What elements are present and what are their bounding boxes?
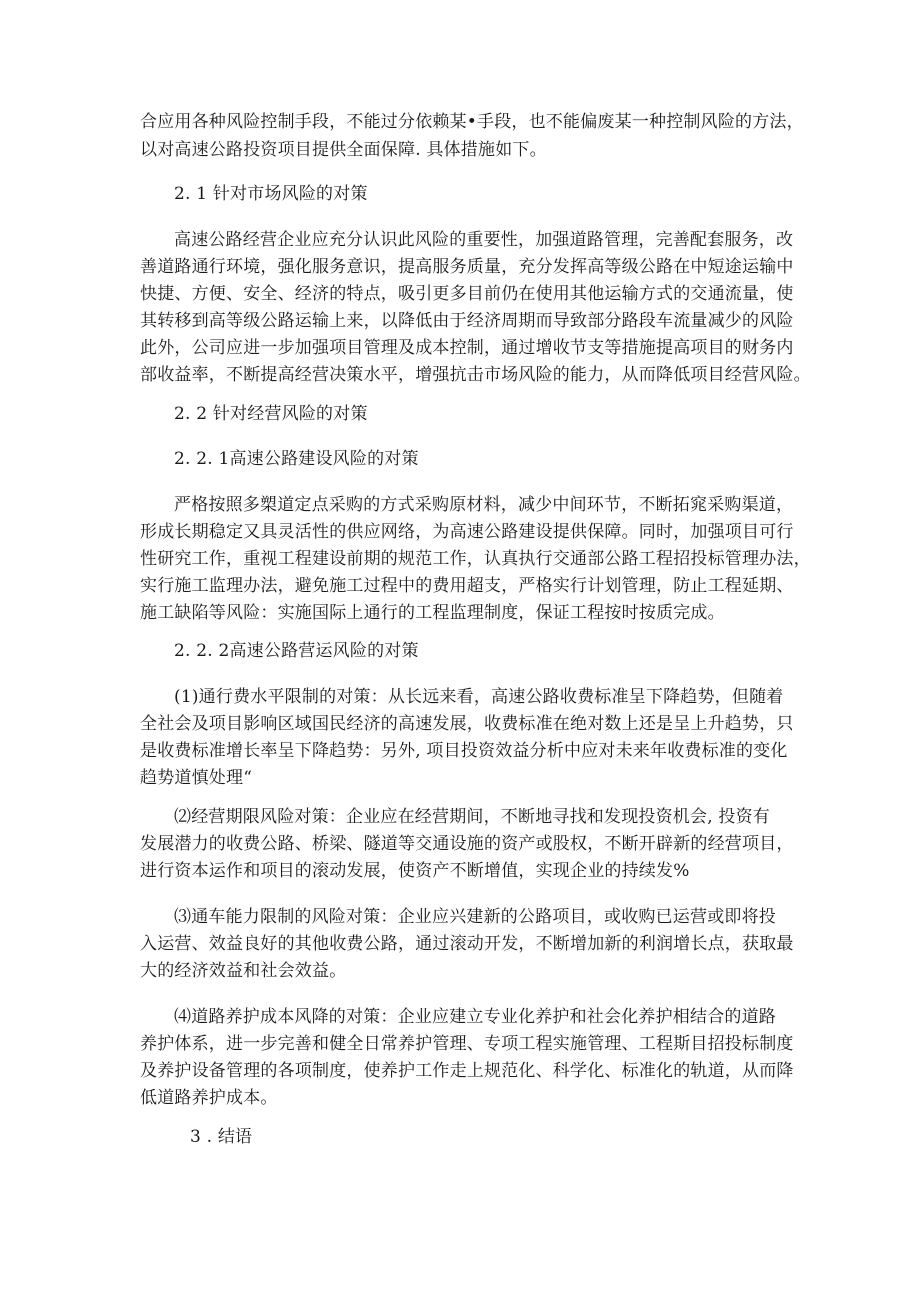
paragraph-line: 其转移到高等级公路运输上来，以降低由于经济周期而导致部分路段车流量减少的风险	[140, 311, 794, 331]
list-item-line: 大的经济效益和社会效益。	[140, 961, 347, 981]
section-heading-2-2: 2. 2 针对经营风险的对策	[174, 404, 368, 424]
list-item-line: 趋势道慎处理“	[140, 768, 253, 788]
list-item-line: 进行资本运作和项目的滚动发展，使资产不断增值，实现企业的持续发%	[140, 861, 690, 881]
list-item-line: ⑷道路养护成本风降的对策：企业应建立专业化养护和社会化养护相结合的道路	[174, 1007, 776, 1027]
list-item-line: 入运营、效益良好的其他收费公路，通过滚动开发，不断增加新的利润增长点，获取最	[140, 934, 794, 954]
paragraph-line: 形成长期稳定又具灵活性的供应网络，为高速公路建设提供保障。同时，加强项目可行	[140, 522, 794, 542]
list-item-line: 及养护设备管理的各项制度，使养护工作走上规范化、科学化、标准化的轨道，从而降	[140, 1061, 794, 1081]
paragraph-line: 善道路通行环境，强化服务意识，提高服务质量，充分发挥高等级公路在中短途运输中	[140, 257, 794, 277]
section-heading-3: 3 . 结语	[190, 1127, 253, 1147]
paragraph-line: 实行施工监理办法，避免施工过程中的费用超支，严格实行计划管理，防止工程延期、	[140, 576, 794, 596]
paragraph-line: 以对高速公路投资项目提供全面保障. 具体措施如下。	[140, 140, 547, 160]
paragraph-line: 性研究工作，重视工程建设前期的规范工作，认真执行交通部公路工程招投标管理办法，	[140, 549, 811, 569]
paragraph-line: 严格按照多槊道定点采购的方式采购原材料，减少中间环节，不断拓窕采购渠道，	[174, 495, 794, 515]
paragraph-line: 部收益率，不断提高经营决策水平，增强抗击市场风险的能力，从而降低项目经营风险。	[140, 365, 811, 385]
paragraph-line: 高速公路经营企业应充分认识此风险的重要性，加强道路管理，完善配套服务，改	[174, 230, 794, 250]
paragraph-line: 此外，公司应进一步加强项目管理及成本控制，通过增收节支等措施提高项目的财务内	[140, 338, 794, 358]
list-item-line: ⑶通车能力限制的风险对策：企业应兴建新的公路项目，或收购已运营或即将投	[174, 907, 776, 927]
section-heading-2-1: 2. 1 针对市场风险的对策	[174, 184, 368, 204]
paragraph-line: 快捷、方便、安全、经济的特点，吸引更多目前仍在使用其他运输方式的交通流量，使	[140, 284, 794, 304]
section-heading-2-2-1: 2. 2. 1高速公路建设风险的对策	[174, 449, 419, 469]
list-item-line: ⑵经营期限风险对策：企业应在经营期间，不断地寻找和发现投资机会, 投资有	[174, 807, 771, 827]
list-item-line: 低道路养护成本。	[140, 1088, 278, 1108]
paragraph-line: 合应用各种风险控制手段，不能过分依赖某•手段，也不能偏废某一种控制风险的方法，	[140, 112, 804, 132]
paragraph-line: 施工缺陷等风险：实施国际上通行的工程监理制度，保证工程按时按质完成。	[140, 603, 725, 623]
section-heading-2-2-2: 2. 2. 2高速公路营运风险的对策	[174, 641, 419, 661]
list-item-line: (1)通行费水平限制的对策：从长远来看，高速公路收费标准呈下降趋势，但随着	[174, 687, 784, 707]
list-item-line: 养护体系，进一步完善和健全日常养护管理、专项工程实施管理、工程斯目招投标制度	[140, 1034, 794, 1054]
list-item-line: 全社会及项目影响区域国民经济的高速发展，收费标准在绝对数上还是呈上升趋势，只	[140, 714, 794, 734]
list-item-line: 是收费标准增长率呈下降趋势：另外, 项目投资效益分析中应对未来年收费标准的变化	[140, 741, 788, 761]
list-item-line: 发展潜力的收费公路、桥梁、隧道等交通设施的资产或股权，不断开辟新的经营项目，	[140, 834, 794, 854]
